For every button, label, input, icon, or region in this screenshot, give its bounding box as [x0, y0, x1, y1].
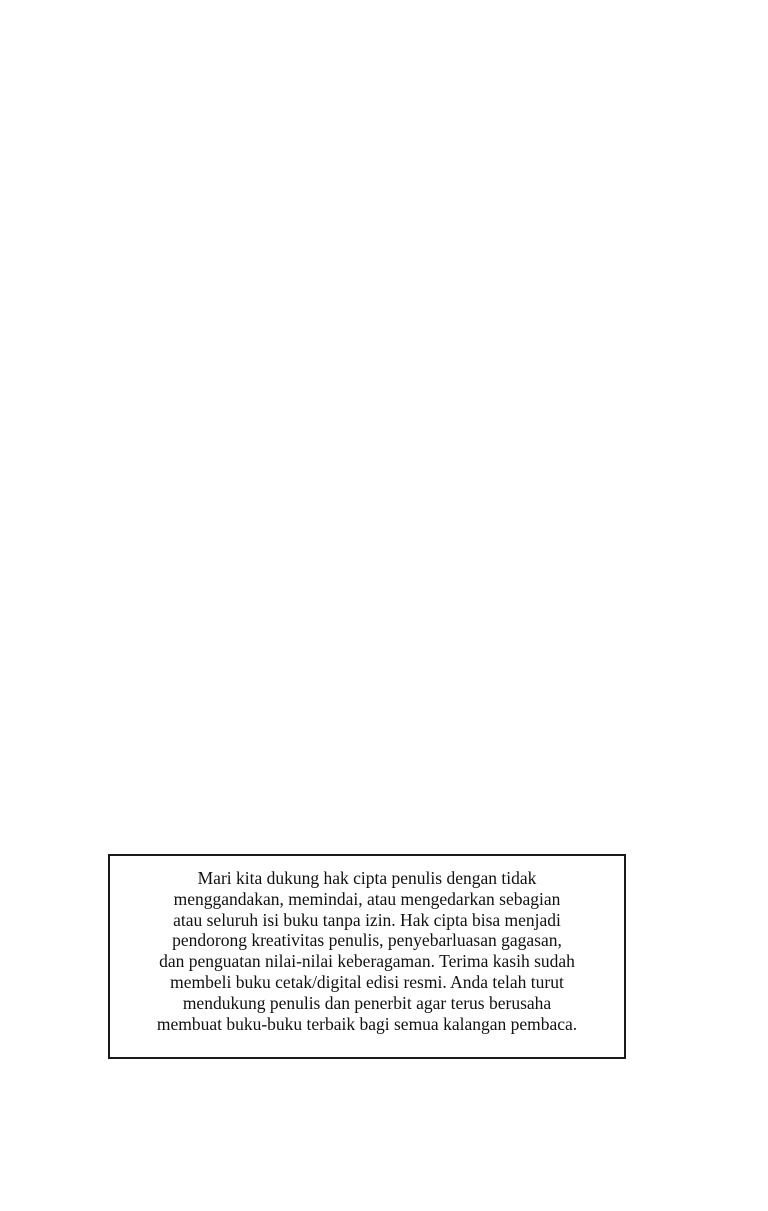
copyright-notice-text [110, 868, 624, 1034]
notice-line: membeli buku cetak/digital edisi resmi. Anda telah turut [170, 971, 564, 992]
notice-line: membuat buku-buku terbaik bagi semua kalangan pembaca. [156, 1013, 578, 1034]
notice-line: atau seluruh isi buku tanpa izin. Hak cipta bisa menjadi [173, 909, 561, 930]
notice-line: dan penguatan nilai-nilai keberagaman. Terima kasih sudah [159, 951, 575, 972]
copyright-notice-box [108, 854, 626, 1059]
notice-line: menggandakan, memindai, atau mengedarkan sebagian [173, 888, 561, 909]
notice-line: mendukung penulis dan penerbit agar terus berusaha [182, 992, 552, 1013]
notice-line: Mari kita dukung hak cipta penulis dengan tidak [197, 868, 537, 888]
notice-line: pendorong kreativitas penulis, penyebarluasan gagasan, [172, 930, 562, 951]
